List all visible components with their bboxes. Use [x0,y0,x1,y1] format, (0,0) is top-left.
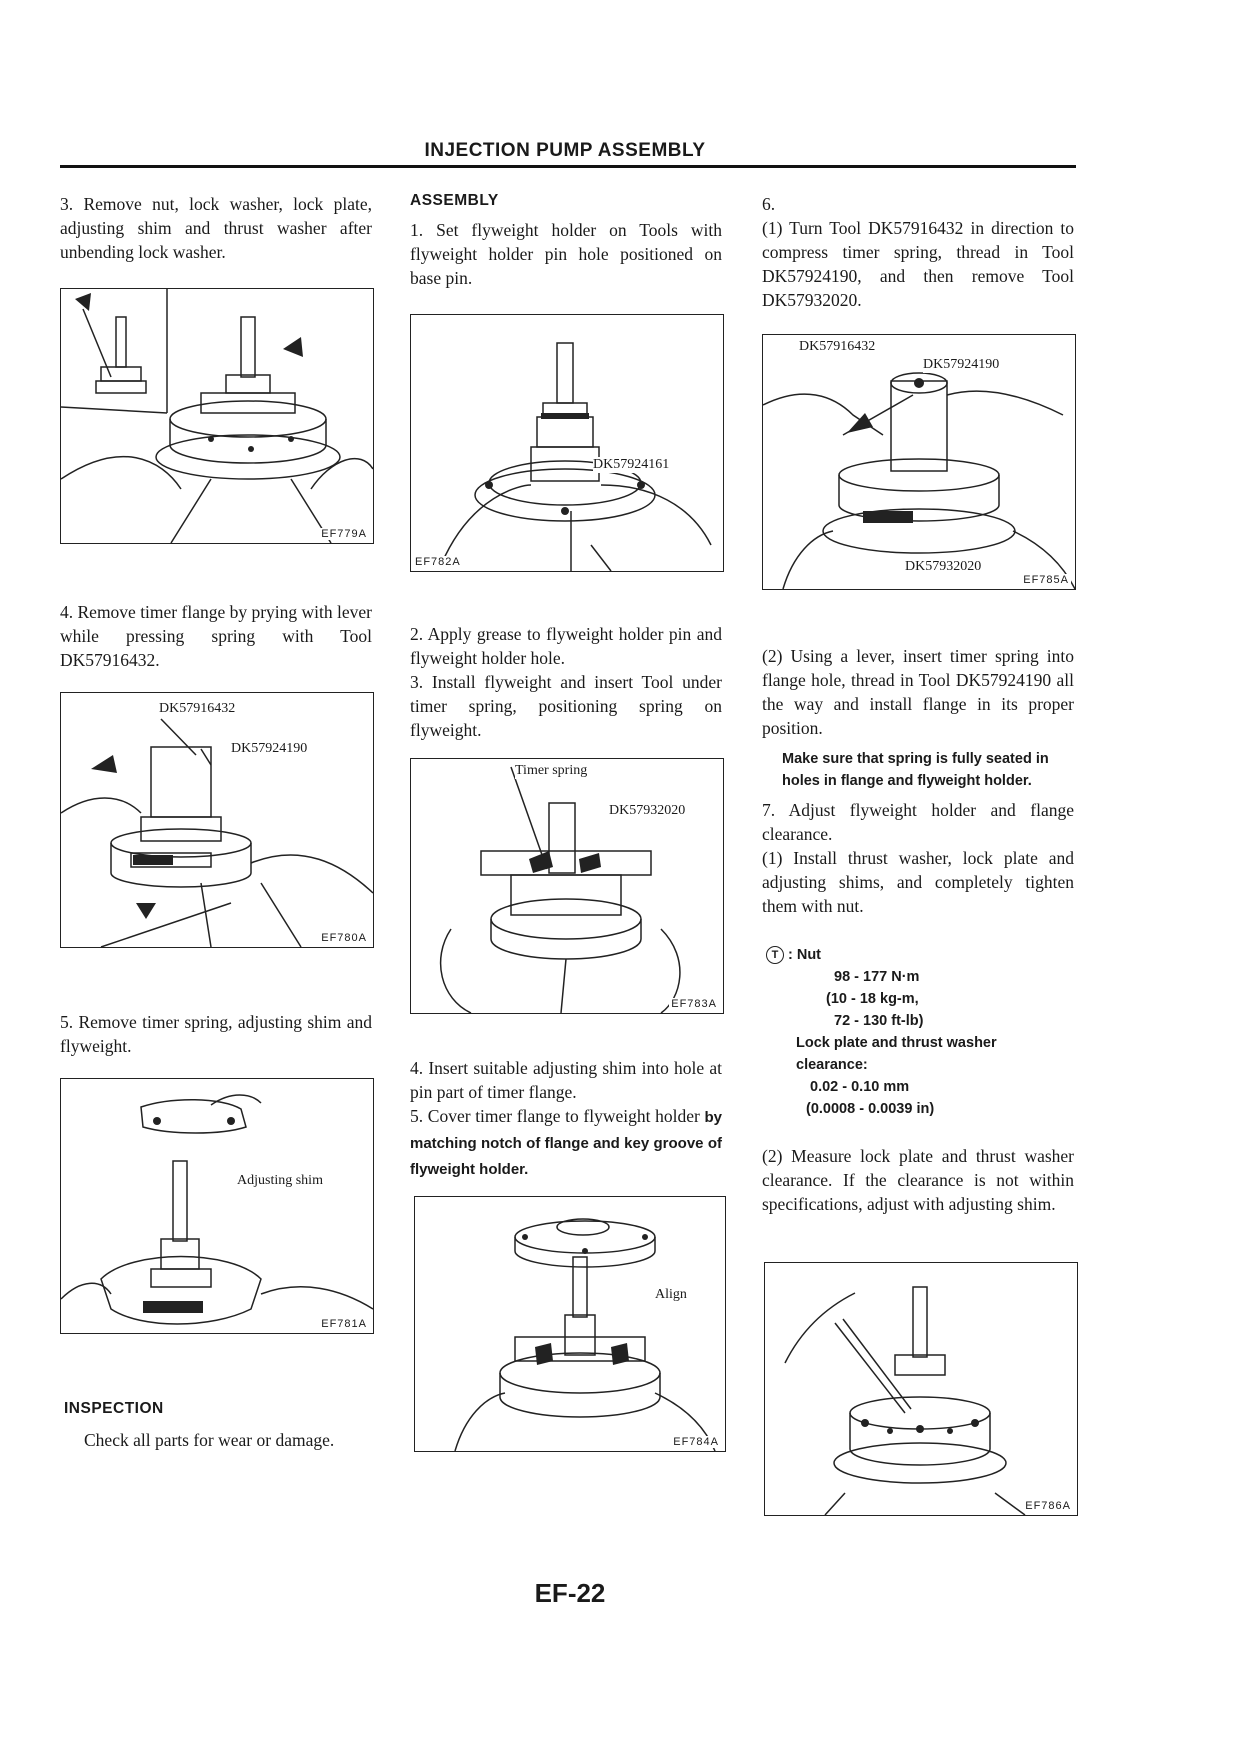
right-column [762,192,1074,312]
callout-dk57916432: DK57916432 [159,701,236,716]
figure-ef779a [60,288,374,544]
figure-id-ef780a: EF780A [321,932,367,944]
right-step-6-1: (1) Turn Tool DK57916432 in direction to compress timer spring, thread in Tool DK57924190, and then remove Tool DK57932020. [762,218,1074,310]
callout-dk57932020: DK57932020 [609,803,686,818]
ef784a-illustration [415,1197,725,1451]
callout-adjusting-shim: Adjusting shim [237,1173,323,1188]
figure-id-ef783a: EF783A [671,998,717,1010]
middle-step-5 [410,1104,722,1182]
callout-dk57916432-right: DK57916432 [799,339,876,354]
figure-ef781a [60,1078,374,1334]
ef781a-illustration [61,1079,373,1333]
spring-seated-note: Make sure that spring is fully seated in holes in flange and flyweight holder. [782,751,1049,789]
middle-column [410,192,722,290]
spec-nm: 98 - 177 N·m [834,969,920,985]
ef780a-illustration [61,693,373,947]
figure-id-ef779a: EF779A [321,528,367,540]
page-number: EF-22 [534,1578,606,1608]
torque-spec-block [766,944,1076,1120]
inspection-section [64,1400,376,1452]
right-step-6-2: (2) Using a lever, insert timer spring into flange hole, thread in Tool DK57924190 all the way and install flange in its proper position. [762,646,1074,738]
figure-ef783a [410,758,724,1014]
ef786a-illustration [765,1263,1077,1515]
middle-steps-4-5 [410,1056,722,1182]
left-step-4-block [60,600,372,672]
middle-step-5-bold: by matching notch of flange and key groove of flyweight holder. [410,1109,722,1178]
middle-step-4: 4. Insert suitable adjusting shim into hole at pin part of timer flange. [410,1058,722,1102]
spec-label-row [766,944,1076,966]
middle-step-3: 3. Install flyweight and insert Tool under timer spring, positioning spring on flyweight. [410,672,722,740]
left-step-4: 4. Remove timer flange by prying with lever while pressing spring with Tool DK57916432. [60,602,373,670]
clearance-label: Lock plate and thrust washer clearance: [796,1035,997,1073]
right-step-7: 7. Adjust flyweight holder and flange clearance. [762,800,1074,844]
clearance-in: (0.0008 - 0.0039 in) [806,1101,935,1117]
figure-id-ef786a: EF786A [1025,1500,1071,1512]
left-step-5: 5. Remove timer spring, adjusting shim and flyweight. [60,1012,372,1056]
header-rule [60,165,1076,168]
callout-dk57924190-right: DK57924190 [923,357,1000,372]
figure-id-ef784a: EF784A [673,1436,719,1448]
middle-step-5-plain: 5. Cover timer flange to flyweight holder [410,1106,705,1126]
figure-ef785a [762,334,1076,590]
ef782a-illustration [411,315,723,571]
middle-step-1: 1. Set flyweight holder on Tools with flyweight holder pin hole positioned on base pin. [410,220,722,288]
right-step-7-2-block [762,1144,1074,1216]
figure-id-ef782a: EF782A [415,556,461,568]
figure-ef782a [410,314,724,572]
ef779a-illustration [61,289,373,543]
middle-steps-2-3 [410,622,722,742]
right-step-6-2-block [762,644,1074,918]
torque-icon: T [766,946,784,964]
figure-ef780a [60,692,374,948]
right-step-6: 6. [762,194,776,214]
page-header: INJECTION PUMP ASSEMBLY [424,140,706,161]
callout-dk57924161: DK57924161 [593,457,670,472]
inspection-text: Check all parts for wear or damage. [84,1430,335,1450]
ef785a-illustration [763,335,1075,589]
left-column [60,192,372,264]
figure-id-ef781a: EF781A [321,1318,367,1330]
spec-ftlb: 72 - 130 ft-lb) [834,1013,924,1029]
left-step-3: 3. Remove nut, lock washer, lock plate, adjusting shim and thrust washer after unbending lock washer. [60,194,372,262]
callout-align: Align [655,1287,687,1302]
figure-ef784a [414,1196,726,1452]
clearance-mm: 0.02 - 0.10 mm [810,1079,910,1095]
spec-label: : Nut [788,947,822,963]
ef783a-illustration [411,759,723,1013]
inspection-heading: INSPECTION [64,1400,164,1417]
callout-dk57932020-right: DK57932020 [905,559,982,574]
figure-id-ef785a: EF785A [1023,574,1069,586]
assembly-heading: ASSEMBLY [410,192,499,209]
callout-timer-spring: Timer spring [515,763,588,778]
left-step-5-block [60,1010,372,1058]
right-step-7-2: (2) Measure lock plate and thrust washer clearance. If the clearance is not within specifications, adjust with adjusting shim. [762,1146,1074,1214]
right-step-7-1: (1) Install thrust washer, lock plate and adjusting shims, and completely tighten them with nut. [762,848,1074,916]
figure-ef786a [764,1262,1078,1516]
spec-kgm: (10 - 18 kg-m, [826,991,919,1007]
callout-dk57924190: DK57924190 [231,741,308,756]
middle-step-2: 2. Apply grease to flyweight holder pin and flyweight holder hole. [410,624,722,668]
